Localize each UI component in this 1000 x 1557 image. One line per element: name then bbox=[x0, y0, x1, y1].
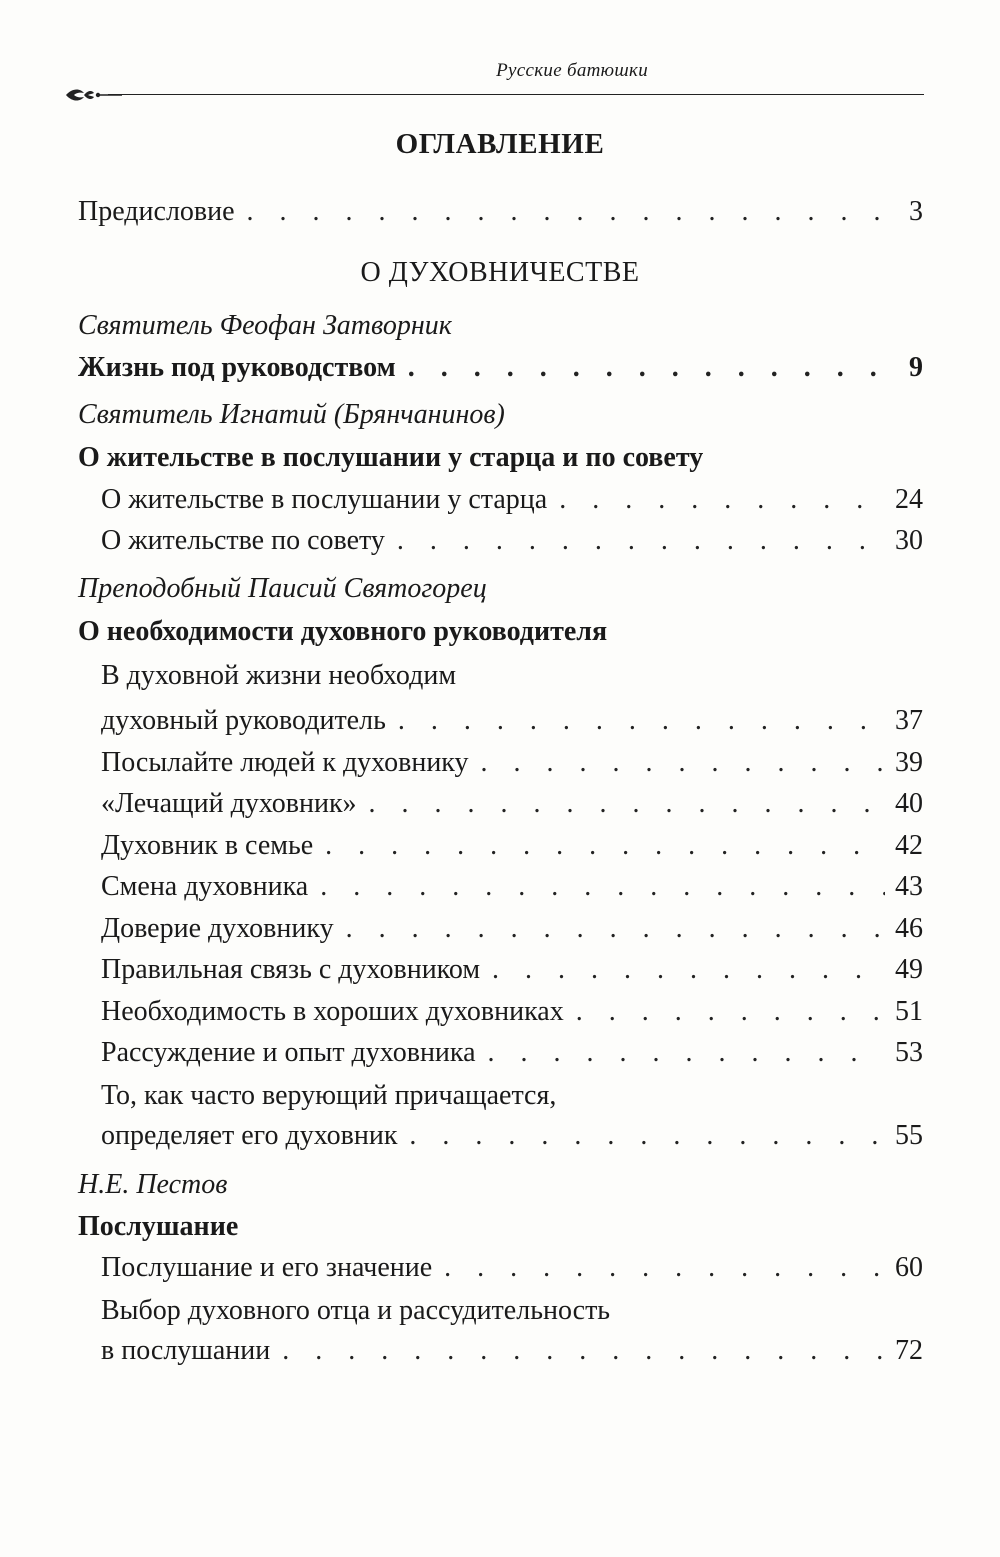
running-title: Русские батюшки bbox=[496, 60, 648, 81]
entry-title: Посылайте людей к духовнику bbox=[101, 747, 469, 778]
entry-title: О жительстве по совету bbox=[101, 525, 385, 556]
work-title-ignatiy bbox=[78, 438, 923, 478]
entry-page: 24 bbox=[895, 484, 923, 515]
work-title: Послушание bbox=[78, 1211, 239, 1242]
ornament-icon bbox=[62, 84, 122, 106]
entry-page: 53 bbox=[895, 1037, 923, 1068]
toc-entry-preface bbox=[78, 192, 923, 232]
entry-page: 9 bbox=[909, 352, 923, 383]
entry-title: Правильная связь с духовником bbox=[101, 954, 481, 985]
toc-entry bbox=[101, 1248, 923, 1288]
entry-page: 43 bbox=[895, 871, 923, 902]
toc-entry-line bbox=[101, 1291, 923, 1331]
entry-title: в послушании bbox=[101, 1335, 271, 1366]
dot-leader bbox=[481, 743, 885, 783]
dot-leader bbox=[320, 867, 885, 907]
toc-entry bbox=[101, 950, 923, 990]
author-feofan bbox=[78, 306, 923, 346]
dot-leader bbox=[325, 826, 885, 866]
toc-entry bbox=[101, 743, 923, 783]
author-name: Н.Е. Пестов bbox=[78, 1169, 228, 1200]
entry-title: То, как часто верующий причащается, bbox=[101, 1080, 557, 1111]
toc-entry bbox=[101, 701, 923, 741]
section-title: О ДУХОВНИЧЕСТВЕ bbox=[360, 257, 640, 288]
dot-leader bbox=[369, 784, 885, 824]
toc-entry bbox=[101, 480, 923, 520]
entry-page: 30 bbox=[895, 525, 923, 556]
author-pestov bbox=[78, 1165, 923, 1205]
page-header bbox=[62, 58, 924, 98]
entry-title: Необходимость в хороших духовниках bbox=[101, 996, 564, 1027]
dot-leader bbox=[492, 950, 885, 990]
entry-title: Рассуждение и опыт духовника bbox=[101, 1037, 476, 1068]
entry-page: 51 bbox=[895, 996, 923, 1027]
entry-title: Выбор духовного отца и рассудительность bbox=[101, 1295, 611, 1326]
entry-page: 39 bbox=[895, 747, 923, 778]
entry-title: духовный руководитель bbox=[101, 705, 386, 736]
entry-title: «Лечащий духовник» bbox=[101, 788, 357, 819]
toc-entry bbox=[101, 909, 923, 949]
toc-entry bbox=[101, 1116, 923, 1156]
entry-title: Смена духовника bbox=[101, 871, 309, 902]
entry-page: 37 bbox=[895, 705, 923, 736]
entry-page: 46 bbox=[895, 913, 923, 944]
author-ignatiy bbox=[78, 395, 923, 435]
work-title-paisiy bbox=[78, 612, 923, 652]
dot-leader bbox=[398, 701, 885, 741]
entry-title: Жизнь под руководством bbox=[78, 352, 396, 383]
dot-leader bbox=[397, 521, 885, 561]
author-name: Святитель Феофан Затворник bbox=[78, 310, 452, 341]
author-paisiy bbox=[78, 569, 923, 609]
toc-title: ОГЛАВЛЕНИЕ bbox=[395, 128, 605, 160]
toc-entry bbox=[101, 867, 923, 907]
author-name: Преподобный Паисий Святогорец bbox=[78, 573, 487, 604]
work-title: О жительстве в послушании у старца и по совету bbox=[78, 442, 704, 473]
entry-page: 49 bbox=[895, 954, 923, 985]
dot-leader bbox=[409, 1116, 885, 1156]
dot-leader bbox=[282, 1331, 885, 1371]
dot-leader bbox=[559, 480, 885, 520]
entry-title: В духовной жизни необходим bbox=[101, 660, 457, 691]
entry-title: Послушание и его значение bbox=[101, 1252, 433, 1283]
header-rule bbox=[108, 94, 924, 95]
entry-title: Доверие духовнику bbox=[101, 913, 334, 944]
work-title: О необходимости духовного руководителя bbox=[78, 616, 608, 647]
work-title-pestov bbox=[78, 1207, 923, 1247]
toc-entry bbox=[101, 992, 923, 1032]
toc-entry bbox=[101, 784, 923, 824]
dot-leader bbox=[576, 992, 885, 1032]
dot-leader bbox=[488, 1033, 885, 1073]
entry-title: Предисловие bbox=[78, 196, 235, 227]
entry-page: 72 bbox=[895, 1335, 923, 1366]
dot-leader bbox=[346, 909, 885, 949]
dot-leader bbox=[408, 348, 899, 388]
entry-page: 55 bbox=[895, 1120, 923, 1151]
toc-entry bbox=[101, 826, 923, 866]
toc-entry bbox=[101, 521, 923, 561]
entry-title: О жительстве в послушании у старца bbox=[101, 484, 548, 515]
entry-title: определяет его духовник bbox=[101, 1120, 398, 1151]
dot-leader bbox=[247, 192, 899, 232]
toc-entry-line bbox=[101, 1076, 923, 1116]
toc-entry-feofan-work bbox=[78, 348, 923, 388]
toc-entry bbox=[101, 1331, 923, 1371]
author-name: Святитель Игнатий (Брянчанинов) bbox=[78, 399, 505, 430]
toc-entry bbox=[101, 1033, 923, 1073]
entry-title: Духовник в семье bbox=[101, 830, 314, 861]
entry-page: 3 bbox=[909, 196, 923, 227]
entry-page: 42 bbox=[895, 830, 923, 861]
entry-page: 40 bbox=[895, 788, 923, 819]
toc-entry-line bbox=[101, 656, 923, 696]
dot-leader bbox=[444, 1248, 885, 1288]
entry-page: 60 bbox=[895, 1252, 923, 1283]
